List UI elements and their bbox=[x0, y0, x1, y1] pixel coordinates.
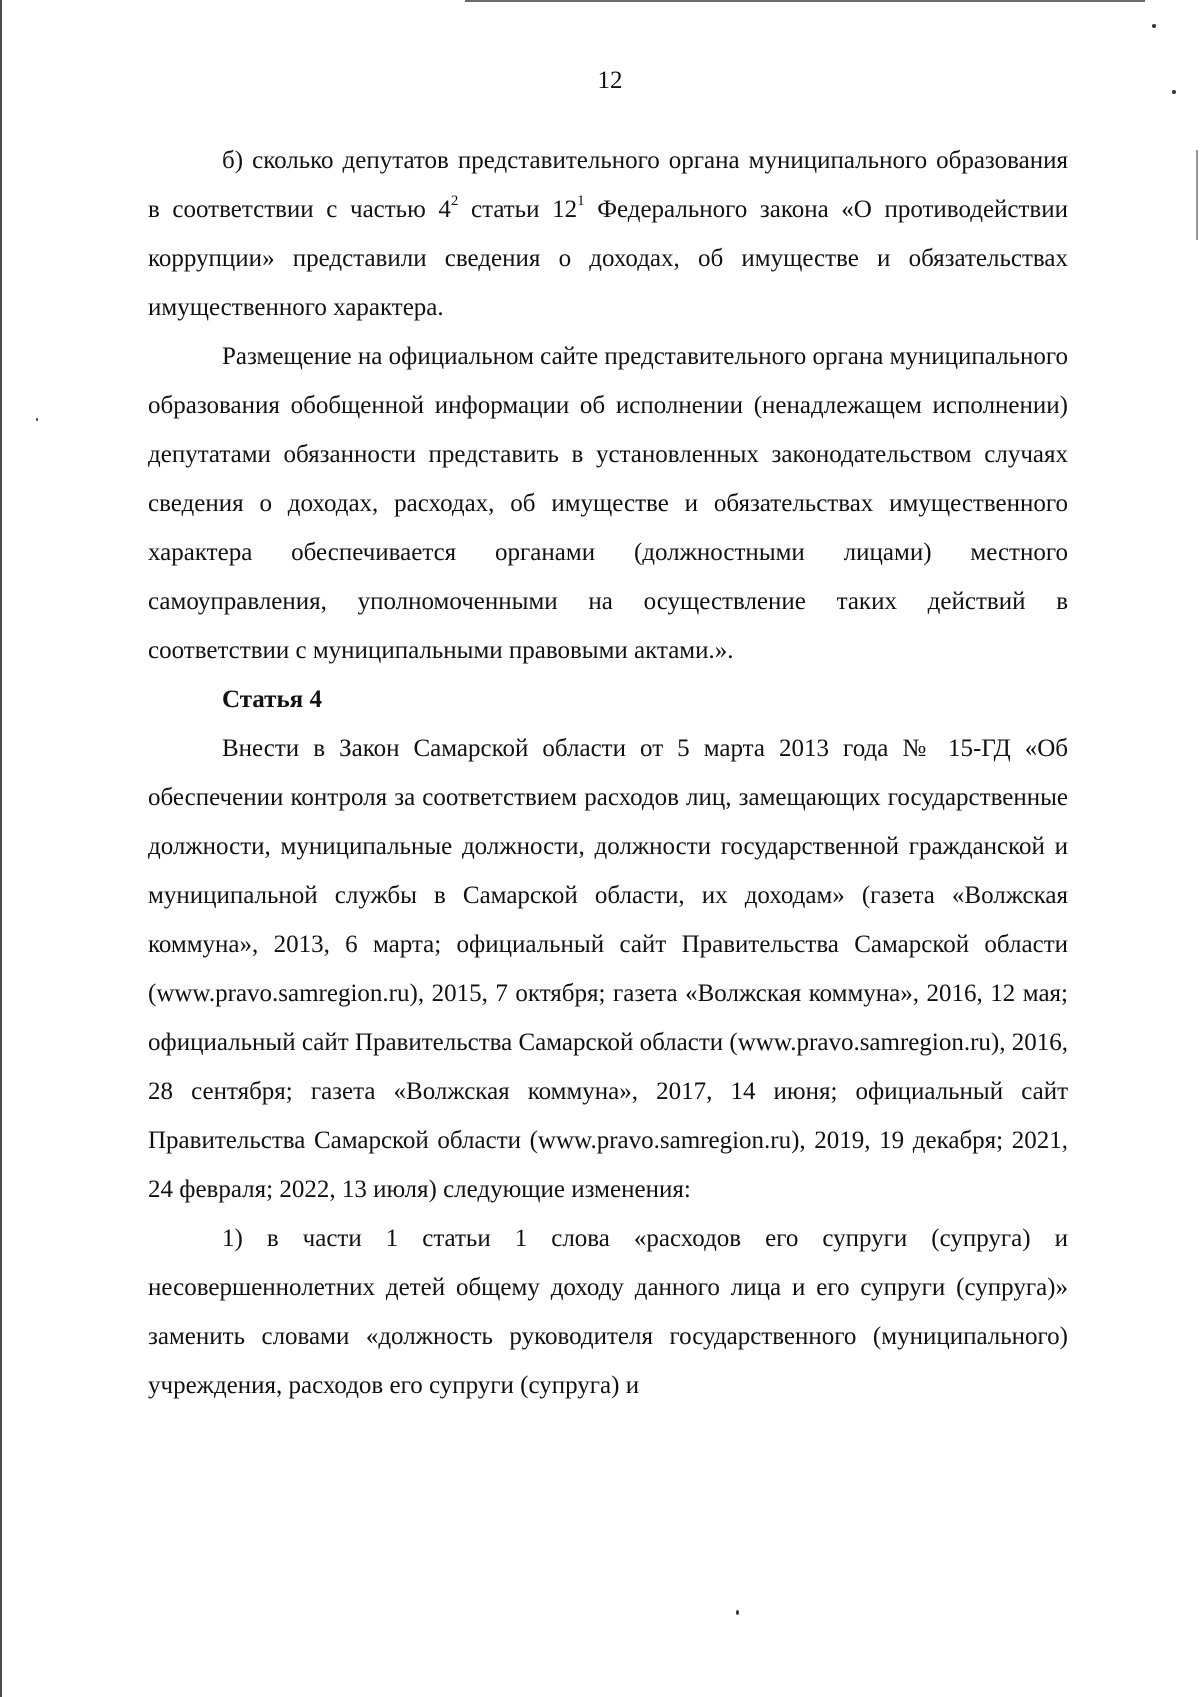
superscript-article-number: 1 bbox=[577, 193, 585, 209]
paragraph-placement: Размещение на официальном сайте представительного органа муниципального образования обобщенной информации об исполнении (ненадлежащем исполнении) депутатами обязанности представить в установленных законодательством случаях сведения о доходах, расходах, об имуществе и обязательствах имущественного характера обеспечивается органами (должностными лицами) местного самоуправления, уполномоченными на осуществление таких действий в соответствии с муниципальными правовыми актами.». bbox=[148, 343, 1068, 664]
paragraph-b-text-2: статьи 12 bbox=[458, 196, 578, 223]
scan-top-edge bbox=[465, 0, 1145, 2]
paragraph-item-1: 1) в части 1 статьи 1 слова «расходов его супруги (супруга) и несовершеннолетних детей общему доходу данного лица и его супруги (супруга)» заменить словами «должность руководителя государственного (муниципального) учреждения, расходов его супруги (супруга) и bbox=[148, 1225, 1068, 1399]
superscript-part-number: 2 bbox=[450, 193, 459, 209]
scan-speck bbox=[736, 1610, 739, 1615]
paragraph-b-text-1: б) сколько депутатов представительного органа муниципального образования в соответствии с частью 4 bbox=[148, 147, 1068, 223]
document-body bbox=[148, 136, 1068, 1410]
scan-right-mark bbox=[1196, 150, 1198, 240]
paragraph-amend: Внести в Закон Самарской области от 5 марта 2013 года № 15-ГД «Об обеспечении контроля за соответствием расходов лиц, замещающих государственные должности, муниципальные должности, должности государственной гражданской и муниципальной службы в Самарской области, их доходам» (газета «Волжская коммуна», 2013, 6 марта; официальный сайт Правительства Самарской области (www.pravo.samregion.ru), 2015, 7 октября; газета «Волжская коммуна», 2016, 12 мая; официальный сайт Правительства Самарской области (www.pravo.samregion.ru), 2016, 28 сентября; газета «Волжская коммуна», 2017, 14 июня; официальный сайт Правительства Самарской области (www.pravo.samregion.ru), 2019, 19 декабря; 2021, 24 февраля; 2022, 13 июля) следующие изменения: bbox=[148, 735, 1068, 1203]
article-heading: Статья 4 bbox=[222, 686, 322, 713]
page-number: 12 bbox=[597, 67, 623, 94]
paragraph-b bbox=[148, 136, 1068, 332]
scan-left-edge bbox=[0, 0, 2, 1697]
paragraph-b-text-3: Федерального закона «О противодействии коррупции» представили сведения о доходах, об имуществе и обязательствах имущественного характера. bbox=[148, 196, 1068, 321]
scan-speck bbox=[1152, 24, 1156, 28]
scan-speck bbox=[36, 418, 38, 421]
